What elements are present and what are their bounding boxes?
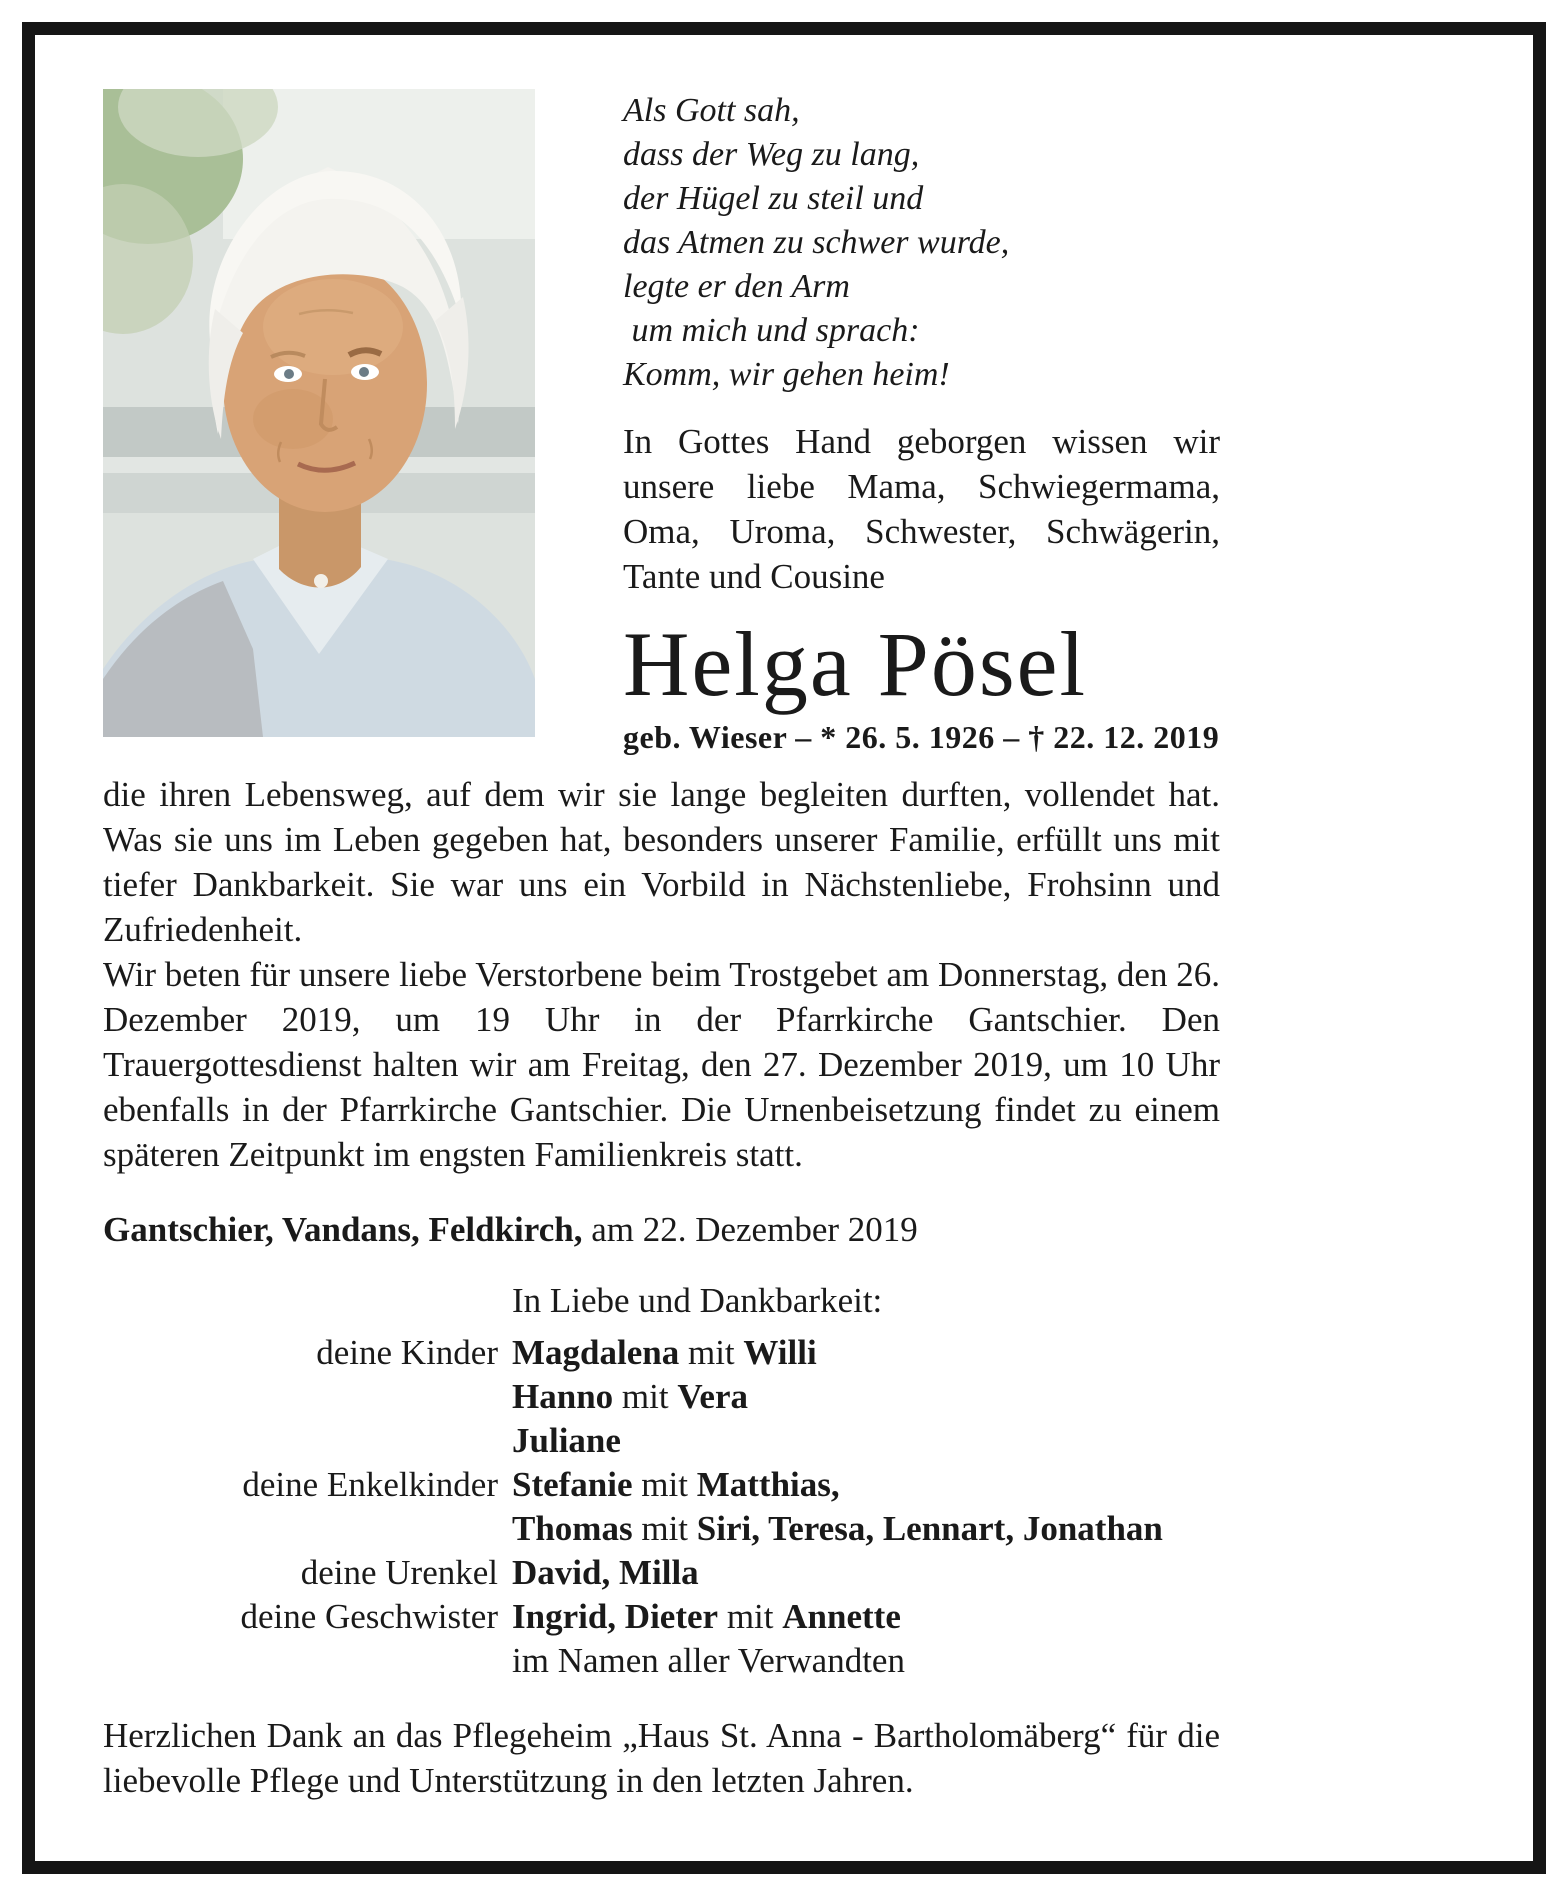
family-row: [103, 1375, 1220, 1419]
intro-text: In Gottes Hand geborgen wissen wir unsere liebe Mama, Schwiegermama, Oma, Uroma, Schwester, Schwägerin, Tante und Cousine: [623, 422, 1220, 596]
family-name-bold: Stefanie: [512, 1465, 633, 1504]
family-relation-label: deine Enkelkinder: [242, 1465, 498, 1504]
places-text: Gantschier, Vandans, Feldkirch,: [103, 1210, 583, 1249]
family-name-text: mit: [718, 1597, 783, 1636]
family-name-bold: David, Milla: [512, 1553, 699, 1592]
family-name-bold: Thomas: [512, 1509, 633, 1548]
birth-death-line: geb. Wieser – * 26. 5. 1926 – † 22. 12. 2019: [623, 719, 1220, 755]
thanks-paragraph: Herzlichen Dank an das Pflegeheim „Haus St. Anna - Bartholomäberg“ für die liebevolle Pflege und Unterstützung in den letzten Jahren.: [103, 1716, 1220, 1800]
family-name-bold: Juliane: [512, 1421, 621, 1460]
family-relation-label: [103, 1419, 498, 1463]
obituary-paragraph-1: die ihren Lebensweg, auf dem wir sie lange begleiten durften, vollendet hat. Was sie uns im Leben gegeben hat, besonders unserer Familie, erfüllt uns mit tiefer Dankbarkeit. Sie war uns ein Vorbild in Nächstenliebe, Frohsinn und Zufriedenheit.: [103, 775, 1220, 949]
memorial-poem: [623, 89, 1220, 397]
family-name-bold: Willi: [743, 1333, 817, 1372]
family-row: [103, 1639, 1220, 1683]
poem-line: um mich und sprach:: [623, 312, 920, 349]
poem-line: Als Gott sah,: [623, 92, 800, 129]
family-name-text: mit: [632, 1509, 697, 1548]
family-names: [512, 1551, 699, 1595]
poem-line: das Atmen zu schwer wurde,: [623, 224, 1010, 261]
family-relation-label: deine Urenkel: [300, 1553, 498, 1592]
family-name-bold: Magdalena: [512, 1333, 680, 1372]
family-name-bold: Matthias,: [696, 1465, 840, 1504]
family-row: [103, 1595, 1220, 1639]
page-frame: [22, 22, 1546, 1874]
family-names: [512, 1375, 748, 1419]
family-name-bold: Vera: [677, 1377, 748, 1416]
family-names: [512, 1639, 905, 1683]
family-name-bold: Hanno: [512, 1377, 614, 1416]
family-name-text: mit: [632, 1465, 697, 1504]
portrait-photo: [103, 89, 535, 737]
family-name-bold: Annette: [782, 1597, 901, 1636]
family-row: [103, 1331, 1220, 1375]
place-date-line: [103, 1207, 1220, 1252]
family-names: [512, 1463, 840, 1507]
family-row: [103, 1507, 1220, 1551]
family-relation-label: [103, 1639, 498, 1683]
header-text-column: [623, 89, 1220, 756]
family-name-text: mit: [679, 1333, 744, 1372]
poem-line: dass der Weg zu lang,: [623, 136, 920, 173]
obituary-paragraph-2: Wir beten für unsere liebe Verstorbene beim Trostgebet am Donnerstag, den 26. Dezember 2019, um 19 Uhr in der Pfarrkirche Gantschier. Den Trauergottesdienst halten wir am Freitag, den 27. Dezember 2019, um 10 Uhr ebenfalls in der Pfarrkirche Gantschier. Die Urnenbeisetzung findet zu einem späteren Zeitpunkt im engsten Familienkreis statt.: [103, 955, 1220, 1174]
family-relation-label: deine Geschwister: [240, 1597, 498, 1636]
family-names: [512, 1507, 1163, 1551]
family-names: [512, 1595, 901, 1639]
family-names: [512, 1331, 817, 1375]
header-section: [103, 89, 1220, 756]
deceased-name: Helga Pösel: [623, 613, 1088, 715]
poem-line: der Hügel zu steil und: [623, 180, 924, 217]
family-row: [103, 1551, 1220, 1595]
family-name-text: im Namen aller Verwandten: [512, 1641, 905, 1680]
family-row: [103, 1419, 1220, 1463]
family-list: [103, 1331, 1220, 1683]
family-name-bold: Ingrid, Dieter: [512, 1597, 719, 1636]
closing-heading: In Liebe und Dankbarkeit:: [512, 1281, 883, 1320]
date-text: am 22. Dezember 2019: [591, 1210, 918, 1249]
family-relation-label: [103, 1375, 498, 1419]
family-names: [512, 1419, 621, 1463]
family-name-text: mit: [613, 1377, 678, 1416]
poem-line: legte er den Arm: [623, 268, 850, 305]
family-relation-label: deine Kinder: [316, 1333, 498, 1372]
family-relation-label: [103, 1507, 498, 1551]
poem-line: Komm, wir gehen heim!: [623, 356, 950, 393]
family-row: [103, 1463, 1220, 1507]
portrait-photo-image: [103, 89, 535, 737]
family-name-bold: Siri, Teresa, Lennart, Jonathan: [696, 1509, 1163, 1548]
